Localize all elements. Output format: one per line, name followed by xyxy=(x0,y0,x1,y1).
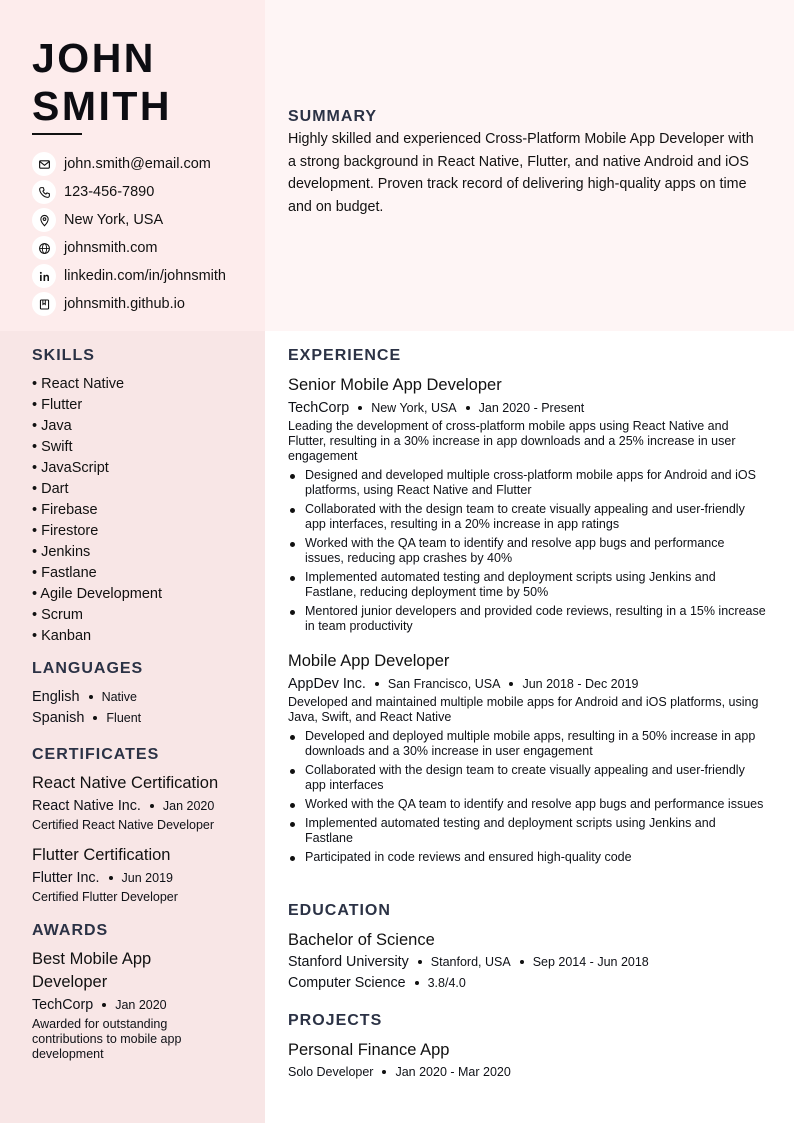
contact-phone-text: 123-456-7890 xyxy=(64,184,155,200)
contact-email[interactable] xyxy=(32,150,226,178)
bullet-dot xyxy=(290,542,295,547)
bullet-dot xyxy=(290,769,295,774)
project-role: Solo Developer xyxy=(288,1064,374,1079)
project-entry xyxy=(288,1039,766,1082)
bullet-dot xyxy=(290,822,295,827)
list-item xyxy=(288,850,766,865)
bookmark-icon xyxy=(32,292,56,316)
list-item xyxy=(288,570,766,600)
education-degree: Bachelor of Science xyxy=(288,931,435,949)
award-desc: Awarded for outstanding contributions to mobile app development xyxy=(32,1017,182,1061)
list-item: • Firebase xyxy=(32,502,98,518)
contact-linkedin[interactable] xyxy=(32,262,226,290)
job-meta xyxy=(288,396,766,419)
education-field: Computer Science xyxy=(288,974,406,991)
skills-list xyxy=(32,374,162,647)
bullet-dot xyxy=(290,474,295,479)
list-item xyxy=(288,729,766,759)
list-item xyxy=(288,763,766,793)
certificate-date: Jan 2020 xyxy=(162,799,215,813)
separator-dot xyxy=(109,876,113,880)
list-item: • Flutter xyxy=(32,397,83,413)
list-item: • Dart xyxy=(32,481,69,497)
awards-title: AWARDS xyxy=(32,922,109,939)
bullet-text: Mentored junior developers and provided code reviews, resulting in a 15% increase in team productivity xyxy=(305,604,766,633)
project-meta xyxy=(288,1061,766,1082)
list-item xyxy=(288,604,766,634)
bullet-dot xyxy=(290,856,295,861)
certificate-desc: Certified React Native Developer xyxy=(32,818,215,832)
list-item xyxy=(288,536,766,566)
job-dates: Jun 2018 - Dec 2019 xyxy=(522,676,639,691)
contact-github[interactable] xyxy=(32,290,226,318)
award-org: TechCorp xyxy=(32,997,94,1013)
certificate-org: Flutter Inc. xyxy=(32,870,100,886)
experience-title: EXPERIENCE xyxy=(288,347,402,364)
job-entry xyxy=(288,374,766,638)
bullet-text: Implemented automated testing and deployment scripts using Jenkins and Fastlane, reducing deployment time by 50% xyxy=(305,570,716,599)
separator-dot xyxy=(358,406,362,410)
job-location: San Francisco, USA xyxy=(387,676,501,691)
contact-linkedin-text: linkedin.com/in/johnsmith xyxy=(64,268,226,284)
job-entry xyxy=(288,650,766,869)
job-meta xyxy=(288,672,766,695)
list-item: • Agile Development xyxy=(32,586,163,602)
last-name: SMITH xyxy=(32,83,173,129)
award-item xyxy=(32,948,222,1062)
separator-dot xyxy=(89,695,93,699)
education-meta xyxy=(288,951,766,972)
bullet-dot xyxy=(290,576,295,581)
languages-title: LANGUAGES xyxy=(32,660,144,677)
award-meta xyxy=(32,994,222,1016)
bullet-text: Collaborated with the design team to create visually appealing and user-friendly app interfaces xyxy=(305,763,745,792)
bullet-text: Worked with the QA team to identify and resolve app bugs and performance issues, reducing app crashes by 40% xyxy=(305,536,725,565)
separator-dot xyxy=(150,804,154,808)
first-name: JOHN xyxy=(32,35,156,81)
certificates-title: CERTIFICATES xyxy=(32,746,160,763)
separator-dot xyxy=(509,682,513,686)
contact-website-text: johnsmith.com xyxy=(64,240,158,256)
list-item: • Fastlane xyxy=(32,565,97,581)
separator-dot xyxy=(382,1070,386,1074)
bullet-text: Collaborated with the design team to create visually appealing and user-friendly app interfaces, resulting in a 20% increase in app ratings xyxy=(305,502,745,531)
list-item: • Swift xyxy=(32,439,73,455)
language-name: Spanish xyxy=(32,709,85,726)
list-item: • Jenkins xyxy=(32,544,91,560)
location-pin-icon xyxy=(32,208,56,232)
certificate-item xyxy=(32,772,252,833)
contact-location xyxy=(32,206,226,234)
separator-dot xyxy=(418,960,422,964)
bullet-dot xyxy=(290,735,295,740)
list-item xyxy=(288,797,766,812)
separator-dot xyxy=(102,1003,106,1007)
skills-title: SKILLS xyxy=(32,347,95,364)
language-row xyxy=(32,707,141,728)
candidate-name xyxy=(32,34,172,130)
phone-icon xyxy=(32,180,56,204)
education-title: EDUCATION xyxy=(288,902,391,919)
email-icon xyxy=(32,152,56,176)
linkedin-icon xyxy=(32,264,56,288)
summary-text: Highly skilled and experienced Cross-Platform Mobile App Developer with a strong background in React Native, Flutter, and native Android and iOS development. Proven track record of delivering high-quality apps on time and on budget. xyxy=(288,131,754,216)
job-title: Mobile App Developer xyxy=(288,652,450,670)
job-description: Developed and maintained multiple mobile apps for Android and iOS platforms, using Java, Swift, and React Native xyxy=(288,695,759,724)
globe-icon xyxy=(32,236,56,260)
list-item: • Firestore xyxy=(32,523,99,539)
list-item xyxy=(288,468,766,498)
bullet-dot xyxy=(290,610,295,615)
language-level: Fluent xyxy=(106,710,142,725)
job-dates: Jan 2020 - Present xyxy=(478,400,585,415)
award-date: Jan 2020 xyxy=(115,998,167,1012)
summary-section xyxy=(288,108,758,219)
certificate-item xyxy=(32,844,252,905)
list-item xyxy=(288,502,766,532)
education-location: Stanford, USA xyxy=(430,954,511,969)
job-bullets xyxy=(288,729,766,865)
project-title: Personal Finance App xyxy=(288,1041,450,1059)
list-item xyxy=(288,816,766,846)
bullet-text: Worked with the QA team to identify and resolve app bugs and performance issues xyxy=(305,797,764,811)
contact-email-text: john.smith@email.com xyxy=(64,156,211,172)
list-item: • Kanban xyxy=(32,628,92,644)
languages-list xyxy=(32,686,141,728)
language-level: Native xyxy=(101,689,137,704)
job-company: AppDev Inc. xyxy=(288,675,366,692)
name-divider xyxy=(32,133,82,135)
contact-location-text: New York, USA xyxy=(64,212,164,228)
summary-title: SUMMARY xyxy=(288,108,378,125)
projects-title: PROJECTS xyxy=(288,1012,383,1029)
award-title: Best Mobile App Developer xyxy=(32,950,152,991)
list-item: • Java xyxy=(32,418,72,434)
separator-dot xyxy=(375,682,379,686)
project-dates: Jan 2020 - Mar 2020 xyxy=(395,1064,511,1079)
contact-website[interactable] xyxy=(32,234,226,262)
separator-dot xyxy=(520,960,524,964)
contact-github-text: johnsmith.github.io xyxy=(64,296,185,312)
list-item: • JavaScript xyxy=(32,460,109,476)
separator-dot xyxy=(466,406,470,410)
certificate-title: React Native Certification xyxy=(32,774,219,792)
education-school: Stanford University xyxy=(288,953,409,970)
bullet-dot xyxy=(290,508,295,513)
job-company: TechCorp xyxy=(288,399,350,416)
job-bullets xyxy=(288,468,766,634)
education-dates: Sep 2014 - Jun 2018 xyxy=(532,954,649,969)
contact-phone[interactable] xyxy=(32,178,226,206)
bullet-text: Developed and deployed multiple mobile apps, resulting in a 50% increase in app downloads and a 30% increase in user engagement xyxy=(305,729,756,758)
certificate-meta xyxy=(32,795,252,817)
separator-dot xyxy=(93,716,97,720)
bullet-dot xyxy=(290,803,295,808)
contact-list xyxy=(32,150,226,318)
bullet-text: Participated in code reviews and ensured high-quality code xyxy=(305,850,632,864)
list-item: • React Native xyxy=(32,376,125,392)
separator-dot xyxy=(415,981,419,985)
language-row xyxy=(32,686,141,707)
list-item: • Scrum xyxy=(32,607,83,623)
bullet-text: Implemented automated testing and deployment scripts using Jenkins and Fastlane xyxy=(305,816,716,845)
education-gpa: 3.8/4.0 xyxy=(427,975,466,990)
certificate-org: React Native Inc. xyxy=(32,798,141,814)
education-entry xyxy=(288,929,766,993)
education-field-row xyxy=(288,972,766,993)
certificate-date: Jun 2019 xyxy=(121,871,173,885)
certificate-desc: Certified Flutter Developer xyxy=(32,890,178,904)
bullet-text: Designed and developed multiple cross-platform mobile apps for Android and iOS platforms, using React Native and Flutter xyxy=(305,468,756,497)
certificate-title: Flutter Certification xyxy=(32,846,171,864)
language-name: English xyxy=(32,688,80,705)
certificate-meta xyxy=(32,867,252,889)
job-description: Leading the development of cross-platform mobile apps using React Native and Flutter, resulting in a 30% increase in app downloads and a 25% increase in user engagement xyxy=(288,419,736,463)
job-title: Senior Mobile App Developer xyxy=(288,376,502,394)
job-location: New York, USA xyxy=(371,400,457,415)
